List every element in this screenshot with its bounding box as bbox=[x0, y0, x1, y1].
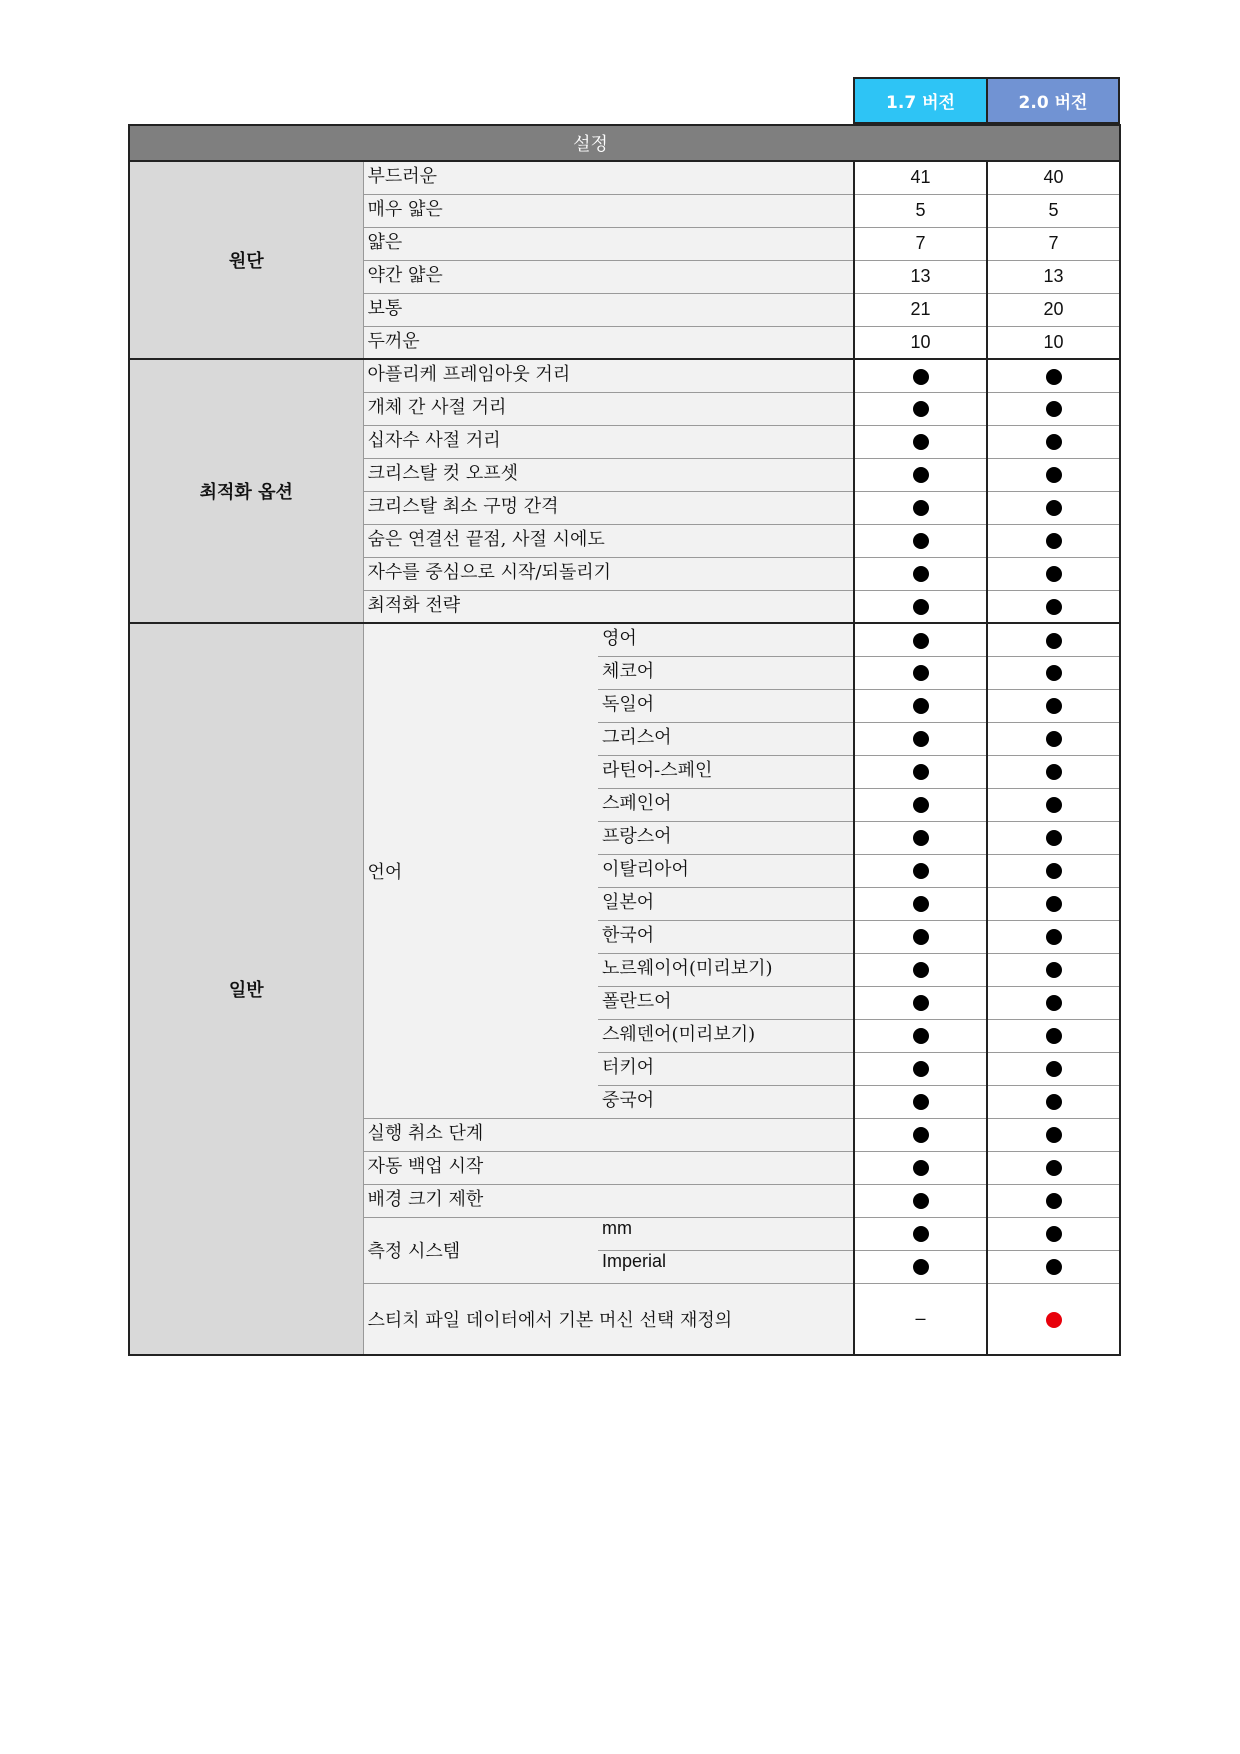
v17-value: 41 bbox=[854, 161, 987, 194]
v17-supported bbox=[854, 1184, 987, 1217]
supported-dot-icon bbox=[1046, 369, 1062, 385]
group-optimize: 최적화 옵션 bbox=[129, 359, 363, 623]
supported-dot-icon bbox=[913, 467, 929, 483]
language-item: 프랑스어 bbox=[598, 821, 854, 854]
v20-value: 10 bbox=[987, 326, 1120, 359]
supported-dot-icon bbox=[913, 1193, 929, 1209]
v20-supported bbox=[987, 986, 1120, 1019]
v17-supported bbox=[854, 920, 987, 953]
supported-dot-icon bbox=[1046, 731, 1062, 747]
supported-dot-icon bbox=[913, 1226, 929, 1242]
v17-supported bbox=[854, 953, 987, 986]
supported-dot-icon bbox=[913, 863, 929, 879]
supported-dot-icon bbox=[913, 731, 929, 747]
language-label: 언어 bbox=[363, 623, 598, 1118]
background-size-limit-label: 배경 크기 제한 bbox=[363, 1184, 854, 1217]
language-item: 그리스어 bbox=[598, 722, 854, 755]
v17-supported bbox=[854, 491, 987, 524]
supported-dot-icon bbox=[1046, 633, 1062, 649]
v20-supported bbox=[987, 1085, 1120, 1118]
v20-supported bbox=[987, 656, 1120, 689]
v20-supported bbox=[987, 1052, 1120, 1085]
v17-supported bbox=[854, 689, 987, 722]
supported-dot-icon bbox=[1046, 1061, 1062, 1077]
comparison-table bbox=[128, 124, 1121, 1356]
red-dot-icon bbox=[1046, 1312, 1062, 1328]
v17-supported bbox=[854, 986, 987, 1019]
supported-dot-icon bbox=[913, 434, 929, 450]
supported-dot-icon bbox=[1046, 533, 1062, 549]
v20-supported bbox=[987, 491, 1120, 524]
supported-dot-icon bbox=[1046, 665, 1062, 681]
v17-supported bbox=[854, 656, 987, 689]
supported-dot-icon bbox=[913, 599, 929, 615]
language-item: 폴란드어 bbox=[598, 986, 854, 1019]
v20-supported bbox=[987, 1217, 1120, 1250]
supported-dot-icon bbox=[1046, 896, 1062, 912]
undo-steps-label: 실행 취소 단계 bbox=[363, 1118, 854, 1151]
version-1-7-header: 1.7 버전 bbox=[853, 77, 988, 124]
supported-dot-icon bbox=[1046, 1193, 1062, 1209]
supported-dot-icon bbox=[913, 1094, 929, 1110]
supported-dot-icon bbox=[1046, 599, 1062, 615]
supported-dot-icon bbox=[913, 962, 929, 978]
unit-mm: mm bbox=[598, 1217, 854, 1250]
version-2-0-header: 2.0 버전 bbox=[986, 77, 1120, 124]
override-machine-label: 스티치 파일 데이터에서 기본 머신 선택 재정의 bbox=[363, 1283, 854, 1355]
v17-supported bbox=[854, 425, 987, 458]
v20-supported bbox=[987, 392, 1120, 425]
supported-dot-icon bbox=[1046, 434, 1062, 450]
v20-supported bbox=[987, 623, 1120, 656]
v20-value: 13 bbox=[987, 260, 1120, 293]
fabric-row-label: 얇은 bbox=[363, 227, 854, 260]
supported-dot-icon bbox=[913, 698, 929, 714]
v20-value: 40 bbox=[987, 161, 1120, 194]
supported-dot-icon bbox=[913, 401, 929, 417]
supported-dot-icon bbox=[913, 369, 929, 385]
fabric-row-label: 두꺼운 bbox=[363, 326, 854, 359]
v20-supported bbox=[987, 689, 1120, 722]
language-item: 독일어 bbox=[598, 689, 854, 722]
supported-dot-icon bbox=[1046, 566, 1062, 582]
v17-supported bbox=[854, 821, 987, 854]
supported-dot-icon bbox=[913, 633, 929, 649]
supported-dot-icon bbox=[913, 1127, 929, 1143]
v20-supported bbox=[987, 359, 1120, 392]
v17-supported bbox=[854, 788, 987, 821]
fabric-row-label: 부드러운 bbox=[363, 161, 854, 194]
v20-supported bbox=[987, 755, 1120, 788]
v17-supported bbox=[854, 1052, 987, 1085]
language-item: 한국어 bbox=[598, 920, 854, 953]
v17-supported bbox=[854, 854, 987, 887]
v20-supported bbox=[987, 854, 1120, 887]
optimize-row-label: 크리스탈 최소 구멍 간격 bbox=[363, 491, 854, 524]
v20-supported bbox=[987, 1184, 1120, 1217]
supported-dot-icon bbox=[1046, 863, 1062, 879]
v17-supported bbox=[854, 1250, 987, 1283]
v17-supported bbox=[854, 887, 987, 920]
unit-imperial: Imperial bbox=[598, 1250, 854, 1283]
language-item: 스웨덴어(미리보기) bbox=[598, 1019, 854, 1052]
v20-supported bbox=[987, 788, 1120, 821]
v20-supported bbox=[987, 524, 1120, 557]
v17-supported bbox=[854, 1019, 987, 1052]
fabric-row-label: 약간 얇은 bbox=[363, 260, 854, 293]
v17-value: 5 bbox=[854, 194, 987, 227]
settings-label: 설정 bbox=[573, 134, 608, 155]
supported-dot-icon bbox=[1046, 929, 1062, 945]
language-item: 이탈리아어 bbox=[598, 854, 854, 887]
optimize-row-label: 숨은 연결선 끝점, 사절 시에도 bbox=[363, 524, 854, 557]
language-item: 체코어 bbox=[598, 656, 854, 689]
supported-dot-icon bbox=[1046, 1127, 1062, 1143]
supported-dot-icon bbox=[1046, 1160, 1062, 1176]
supported-dot-icon bbox=[913, 1160, 929, 1176]
fabric-row-label: 보통 bbox=[363, 293, 854, 326]
optimize-row-label: 개체 간 사절 거리 bbox=[363, 392, 854, 425]
v20-supported bbox=[987, 1250, 1120, 1283]
supported-dot-icon bbox=[913, 1259, 929, 1275]
v17-supported bbox=[854, 1085, 987, 1118]
v17-value: 7 bbox=[854, 227, 987, 260]
supported-dot-icon bbox=[1046, 467, 1062, 483]
fabric-row-label: 매우 얇은 bbox=[363, 194, 854, 227]
v17-supported bbox=[854, 557, 987, 590]
v17-supported bbox=[854, 722, 987, 755]
supported-dot-icon bbox=[913, 830, 929, 846]
v20-supported bbox=[987, 557, 1120, 590]
supported-dot-icon bbox=[913, 665, 929, 681]
optimize-row-label: 십자수 사절 거리 bbox=[363, 425, 854, 458]
v20-supported bbox=[987, 1151, 1120, 1184]
supported-dot-icon bbox=[913, 995, 929, 1011]
v20-supported bbox=[987, 722, 1120, 755]
language-item: 영어 bbox=[598, 623, 854, 656]
v20-supported bbox=[987, 425, 1120, 458]
supported-dot-icon bbox=[913, 764, 929, 780]
v20-value: 20 bbox=[987, 293, 1120, 326]
supported-dot-icon bbox=[913, 566, 929, 582]
v20-value: 5 bbox=[987, 194, 1120, 227]
supported-dot-icon bbox=[913, 1061, 929, 1077]
supported-dot-icon bbox=[913, 533, 929, 549]
supported-dot-icon bbox=[1046, 500, 1062, 516]
supported-dot-icon bbox=[1046, 1028, 1062, 1044]
supported-dot-icon bbox=[1046, 1226, 1062, 1242]
supported-dot-icon bbox=[1046, 698, 1062, 714]
optimize-row-label: 자수를 중심으로 시작/되돌리기 bbox=[363, 557, 854, 590]
v20-value: 7 bbox=[987, 227, 1120, 260]
v17-supported bbox=[854, 1217, 987, 1250]
v17-value: 21 bbox=[854, 293, 987, 326]
group-general: 일반 bbox=[129, 623, 363, 1355]
optimize-row-label: 최적화 전략 bbox=[363, 590, 854, 623]
language-item: 노르웨이어(미리보기) bbox=[598, 953, 854, 986]
v17-supported bbox=[854, 590, 987, 623]
v17-supported bbox=[854, 359, 987, 392]
v17-supported bbox=[854, 458, 987, 491]
v20-supported bbox=[987, 458, 1120, 491]
supported-dot-icon bbox=[1046, 1259, 1062, 1275]
optimize-row-label: 아플리케 프레임아웃 거리 bbox=[363, 359, 854, 392]
v20-supported bbox=[987, 953, 1120, 986]
group-fabric: 원단 bbox=[129, 161, 363, 359]
auto-backup-label: 자동 백업 시작 bbox=[363, 1151, 854, 1184]
v20-supported bbox=[987, 887, 1120, 920]
v17-supported bbox=[854, 623, 987, 656]
v17-supported bbox=[854, 392, 987, 425]
language-item: 일본어 bbox=[598, 887, 854, 920]
supported-dot-icon bbox=[1046, 401, 1062, 417]
v17-value: 10 bbox=[854, 326, 987, 359]
supported-dot-icon bbox=[1046, 764, 1062, 780]
language-item: 스페인어 bbox=[598, 788, 854, 821]
v20-supported bbox=[987, 1118, 1120, 1151]
settings-header bbox=[129, 125, 1120, 161]
supported-dot-icon bbox=[1046, 962, 1062, 978]
v17-supported bbox=[854, 755, 987, 788]
supported-dot-icon bbox=[1046, 830, 1062, 846]
v17-override-value: – bbox=[854, 1283, 987, 1355]
language-item: 중국어 bbox=[598, 1085, 854, 1118]
supported-dot-icon bbox=[913, 929, 929, 945]
supported-dot-icon bbox=[913, 500, 929, 516]
supported-dot-icon bbox=[913, 896, 929, 912]
v20-supported bbox=[987, 1019, 1120, 1052]
supported-dot-icon bbox=[913, 797, 929, 813]
supported-dot-icon bbox=[1046, 1094, 1062, 1110]
measurement-system-label: 측정 시스템 bbox=[363, 1217, 598, 1283]
v17-supported bbox=[854, 1118, 987, 1151]
supported-dot-icon bbox=[1046, 995, 1062, 1011]
v20-override-value bbox=[987, 1283, 1120, 1355]
language-item: 라틴어-스페인 bbox=[598, 755, 854, 788]
supported-dot-icon bbox=[1046, 797, 1062, 813]
v17-supported bbox=[854, 524, 987, 557]
optimize-row-label: 크리스탈 컷 오프셋 bbox=[363, 458, 854, 491]
v17-supported bbox=[854, 1151, 987, 1184]
v20-supported bbox=[987, 920, 1120, 953]
language-item: 터키어 bbox=[598, 1052, 854, 1085]
v17-value: 13 bbox=[854, 260, 987, 293]
v20-supported bbox=[987, 821, 1120, 854]
supported-dot-icon bbox=[913, 1028, 929, 1044]
v20-supported bbox=[987, 590, 1120, 623]
